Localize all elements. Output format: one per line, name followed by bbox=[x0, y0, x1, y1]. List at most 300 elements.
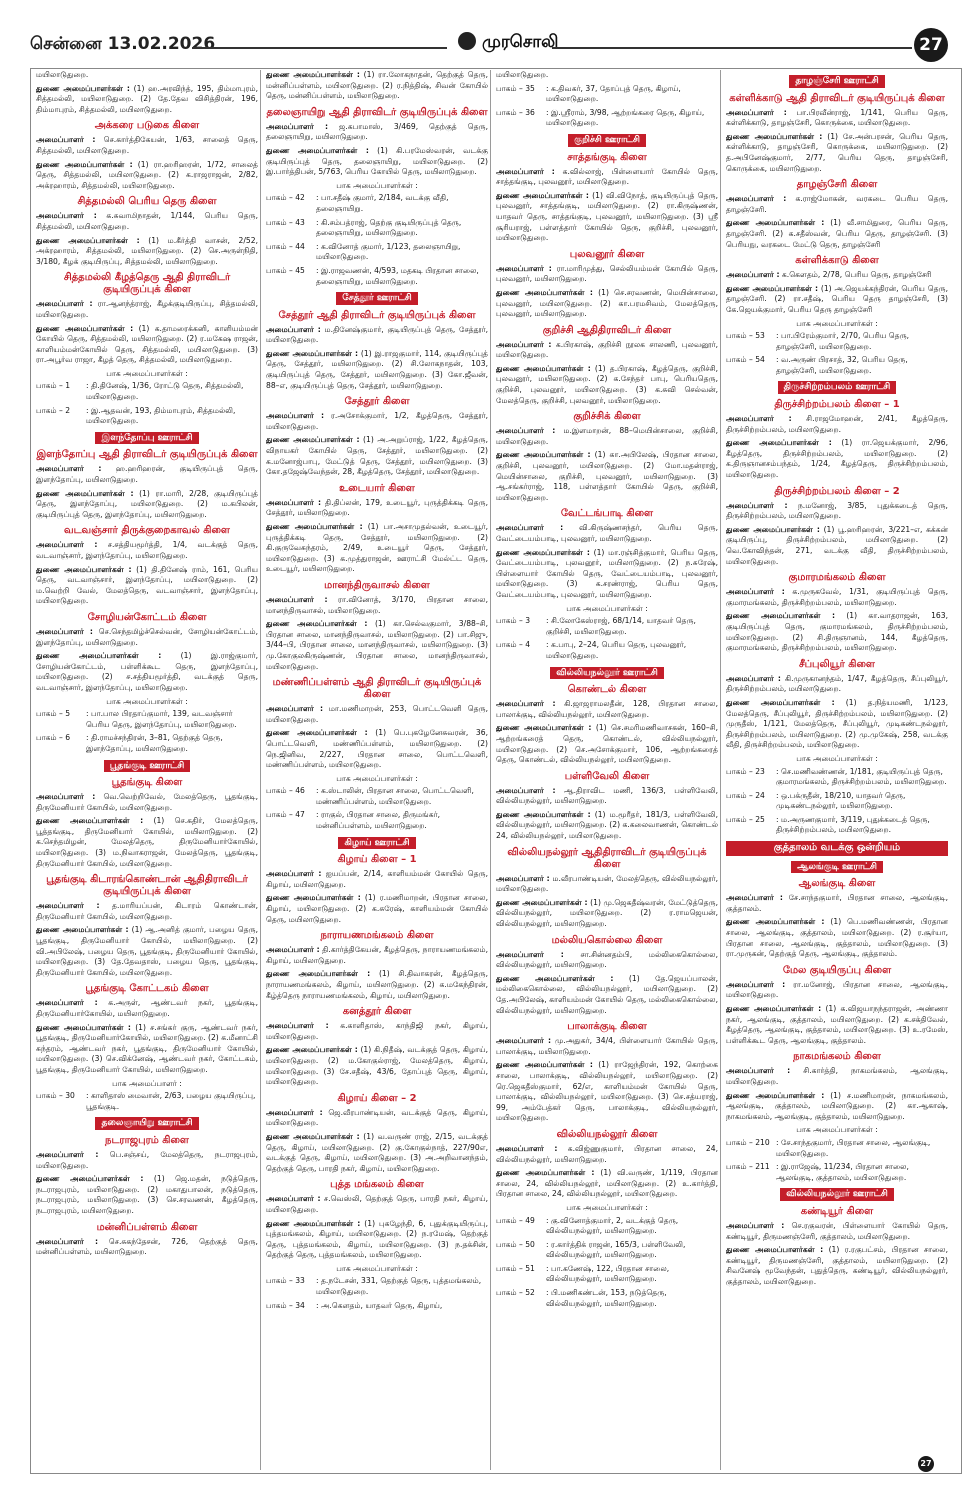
entry-paragraph bbox=[726, 1066, 948, 1087]
booth-detail: : இ.ராஜவணன், 4/593, மதகடி பிரதான சாலை, தலைஞாயிறு, மயிலாடுதுறை. bbox=[316, 265, 479, 286]
booth-number: பாகம் – 54 bbox=[726, 355, 765, 365]
booth-subheading: பாக அமைப்பாளர்கள் : bbox=[566, 1202, 648, 1212]
entry-text: க.விஜ்ணுகுமார், பிரதான சாலை, 24, வில்லியநல்லூர், மயிலாடுதுறை. bbox=[496, 1143, 718, 1164]
entry-paragraph bbox=[266, 70, 488, 102]
section-heading: வேட்டங்பாடி கிளை bbox=[560, 508, 654, 520]
booth-number: பாகம் – 34 bbox=[266, 1300, 305, 1310]
role-label: அமைப்பாளர் : bbox=[726, 194, 787, 204]
booth-row bbox=[266, 266, 488, 287]
section-heading: கொண்டல் கிளை bbox=[567, 684, 647, 696]
booth-number: பாகம் – 3 bbox=[496, 616, 531, 626]
column-4 bbox=[726, 70, 948, 1470]
booth-detail: : க.ஸ்டாலின், பிரதான சாலை, பொட்டவெளி, மண்ணிப்பள்ளம், மயிலாடுதுறை. bbox=[316, 786, 474, 806]
booth-number: பாகம் – 36 bbox=[496, 107, 535, 117]
entry-text: சா.சின்னதம்பி, மல்லிகைகொல்லை, வில்லியநல்லூர், மயிலாடுதுறை. bbox=[496, 949, 718, 970]
entry-text: செ.ரகுவரன், பிள்ளையார் கோயில் தெரு, கண்டியூர், திருமணஞ்சேரி, குத்தாலம், மயிலாடுதுறை. bbox=[726, 1220, 948, 1241]
entry-text: (1) மு.ஜெகதீஷ்வரன், மேட்டுத்தெரு, வில்லியநல்லூர், மயிலாடுதுறை. (2) ர.ராமஜெயன், வில்லியநல்லூர், மயிலாடுதுறை. bbox=[496, 897, 718, 929]
entry-text: மயிலாடுதுறை. bbox=[36, 70, 89, 79]
role-label: அமைப்பாளர் : bbox=[36, 464, 102, 474]
entry-paragraph bbox=[36, 299, 258, 320]
entry-text: ஜெ.வீரபாண்டியன், வடக்குத் தெரு, கிழாய், மயிலாடுதுறை. bbox=[266, 1107, 488, 1128]
booth-row bbox=[36, 381, 258, 402]
entry-paragraph bbox=[266, 1219, 488, 1261]
entry-paragraph bbox=[36, 901, 258, 922]
entry-paragraph bbox=[36, 651, 258, 693]
entry-text: (1) இ.ராஜ்குமார், சோழியன்கோட்டம், பள்ளிக்கூட தெரு, இளந்தோப்பு, மயிலாடுதுறை. (2) ச.சத்தியமூர்த்தி, வடக்குத் தெரு, வடவாஞ்சார், இளந்தோப்பு, மயிலாடுதுறை. bbox=[36, 651, 258, 692]
role-label: துணை அமைப்பாளர்கள் : bbox=[726, 1004, 822, 1013]
role-label: அமைப்பாளர் : bbox=[496, 873, 550, 883]
entry-paragraph bbox=[496, 450, 718, 503]
entry-text: (1) மா.ரஞ்சித்குமார், பெரிய தெரு, வேட்டையம்பாடி, புலவனூர், மயிலாடுதுறை. (2) ந.சுரேஷ், பிள்ளையார் கோயில் தெரு, வேட்டையம்பாடி, புலவனூர், மயிலாடுதுறை. (3) க.சரண்ராஜ், பெரிய தெரு, வேட்டையம்பாடி, புலவனூர், மயிலாடுதுறை. bbox=[496, 547, 718, 599]
masthead-name: முரசொலி bbox=[482, 32, 559, 52]
section-heading: பாலாக்குடி கிளை bbox=[567, 1021, 647, 1033]
entry-paragraph bbox=[496, 191, 718, 244]
booth-row bbox=[496, 108, 718, 129]
entry-paragraph bbox=[496, 70, 718, 81]
entry-text: க.முருகவேல், 1/31, குடியிருப்புத் தெரு, குமாரமங்கலம், திருச்சிற்றம்பலம், மயிலாடுதுறை. bbox=[726, 587, 948, 607]
entry-text: வி.கிருஷ்ணசந்தர், பெரிய தெரு, வேட்டையம்பாடி, புலவனூர், மயிலாடுதுறை. bbox=[496, 523, 718, 543]
entry-paragraph bbox=[36, 925, 258, 978]
entry-text: ரா.மாரிமுத்து, செல்லியம்மன் கோயில் தெரு, புலவனூர், மயிலாடுதுறை. bbox=[496, 263, 718, 284]
entry-text: (1) க.தாமரைக்கனி, காளியம்மன் கோயில் தெரு, சித்தமல்லி, மயிலாடுதுறை. (2) ர.மகேஷ ராஜன், காளியம்மன்கோயில் தெரு, சித்தமல்லி, மயிலாடுதுறை. (3) ரா.அபூர்வ ராஜா, கீழத் தெரு, சித்தமல்லி, மயிலாடுதுறை. bbox=[36, 323, 258, 365]
booth-number: பாகம் – 51 bbox=[496, 1263, 535, 1273]
entry-text: ரா.வினோத், 3/170, பிரதான சாலை, மானந்திருவாசல், மயிலாடுதுறை. bbox=[266, 594, 488, 615]
entry-paragraph bbox=[36, 489, 258, 521]
entry-paragraph bbox=[496, 426, 718, 447]
entry-text: செ.சுகந்தேசன், 726, தெற்குத் தெரு, மன்னிப்பள்ளம், மயிலாடுதுறை. bbox=[36, 1236, 258, 1257]
role-label: அமைப்பாளர் : bbox=[36, 299, 93, 309]
section-heading: வில்லியநல்லூர் ஆதிதிராவிடர் குடியிருப்புக் கிளை bbox=[507, 846, 707, 870]
entry-paragraph bbox=[726, 674, 948, 695]
booth-row bbox=[36, 1091, 258, 1112]
entry-text: (1) வீ.சாமிதுரை, பெரிய தெரு, தாழஞ்சேரி. (2) க.சதீஸ்வன், பெரிய தெரு, தாழஞ்சேரி. (3) பெரியநு, வரகடை மேட்டு தெரு, தாழஞ்சேரி bbox=[726, 218, 948, 249]
role-label: அமைப்பாளர் : bbox=[496, 426, 556, 436]
role-label: துணை அமைப்பாளர்கள் : bbox=[36, 925, 129, 935]
entry-text: (1) ரா.மாரி, 2/28, குடியிருப்புத் தெரு, இளந்தோப்பு, மயிலாடுதுறை. (2) ம.கபிலன், குடியிருப்புத் தெரு, இளந்தோப்பு, மயிலாடுதுறை. bbox=[36, 488, 258, 519]
section-heading: திருச்சிற்றம்பலம் கிளை – 2 bbox=[774, 485, 900, 497]
role-label: அமைப்பாளர் : bbox=[726, 1066, 791, 1076]
booth-detail: : க.திவகர், 37, தோப்புத் தெரு, கிழாய், மயிலாடுதுறை. bbox=[546, 83, 681, 104]
entry-paragraph bbox=[496, 1060, 718, 1124]
role-label: அமைப்பாளர் : bbox=[266, 945, 320, 955]
booth-detail: : க.வினோத் குமார், 1/123, தலைஞாயிறு, மயிலாடுதுறை. bbox=[316, 241, 461, 262]
section-heading: பள்ளிவேலி கிளை bbox=[564, 770, 650, 782]
entry-paragraph bbox=[496, 167, 718, 188]
entry-text: (1) தே.ஜெயப்பாலன், மல்லிகைகொல்லை, வில்லியநல்லூர், மயிலாடுதுறை. (2) தே.அபிலேஷ், காளியம்மன் கோயில் தெரு, மல்லிகைகொல்லை, வில்லியநல்லூர், மயிலாடுதுறை. bbox=[496, 973, 718, 1015]
booth-detail: : வ.அருண் பிரசாத், 32, பெரிய தெரு, தாழஞ்சேரி, மயிலாடுதுறை. bbox=[776, 355, 908, 375]
column-1 bbox=[36, 70, 258, 1470]
role-label: அமைப்பாளர் : bbox=[36, 211, 97, 221]
entry-paragraph bbox=[36, 236, 258, 268]
booth-number: பாகம் – 4 bbox=[496, 640, 531, 650]
booth-detail: : சி.லோகேஸ்ராஜ், 68/1/14, யாதவர் தெரு, குறிச்சி, மயிலாடுதுறை. bbox=[546, 616, 696, 636]
entry-text: (1) பெ.மணிவண்ணன், பிரதான சாலை, ஆலங்குடி, குத்தாலம், மயிலாடுதுறை. (2) ர.சூர்யா, பிரதான சாலை, ஆலங்குடி, குத்தாலம், மயிலாடுதுறை. (3) ரா.முருகன், தெற்குத் தெரு, ஆலங்குடி, குத்தாலம். bbox=[726, 917, 948, 959]
entry-text: (1) பெ.புகழேனேசுவரன், 36, பொட்டவெளி, மண்ணிப்பள்ளம், மயிலாடுதுறை. (2) நெ.ஜினிவ, 2/227, பிரதான சாலை, பொட்டவெளி, மண்ணிப்பள்ளம், மயிலாடுதுறை. bbox=[266, 728, 488, 770]
booth-number: பாகம் – 30 bbox=[36, 1091, 75, 1101]
booth-number: பாகம் – 52 bbox=[496, 1288, 535, 1298]
entry-text: (1) புகழேந்தி, 6, புதுக்குடியிருப்பு, புத்தமங்கலம், கிழாய், மயிலாடுதுறை. (2) ந.ரமேஷ், தெற்குத் தெரு, புத்தமங்கலம், கிழாய், மயிலாடுதுறை. (3) ந.தக்சின், தெற்குத் தெரு, புத்தமங்கலம், மயிலாடுதுறை. bbox=[266, 1218, 488, 1260]
role-label: துணை அமைப்பாளர்கள் : bbox=[36, 235, 140, 245]
column-3 bbox=[496, 70, 718, 1470]
role-label: துணை அமைப்பாளர்கள் : bbox=[496, 450, 591, 460]
booth-row bbox=[726, 355, 948, 376]
booth-detail: : ஒ.பக்ருதீன், 18/210, யாதவர் தெரு, முடிகண்டநல்லூர், மயிலாடுதுறை. bbox=[776, 790, 906, 811]
booth-row bbox=[496, 1288, 718, 1309]
role-label: அமைப்பாளர் : bbox=[726, 893, 783, 903]
section-heading: கனத்தூர் கிளை bbox=[342, 1006, 412, 1018]
booth-subheading: பாக அமைப்பாளர்கள் : bbox=[106, 696, 188, 706]
panchayat-label: கிழாய் ஊராட்சி bbox=[338, 837, 415, 850]
role-label: அமைப்பாளர் : bbox=[266, 869, 322, 879]
booth-detail: : இ.ஸ்ரீராம், 3/98, ஆற்றங்கரை தெரு, கிழாய், மயிலாடுதுறை. bbox=[546, 107, 705, 128]
booth-row bbox=[36, 709, 258, 730]
booth-row bbox=[496, 1240, 718, 1261]
section-heading: பூதங்குடி கோட்டகம் கிளை bbox=[85, 983, 209, 995]
entry-text: (1) ரா.ஹரிஹரன், 1/72, சாலைத் தெரு, சித்தமல்லி, மயிலாடுதுறை. (2) க.ராஜராஜன், 2/82, அக்ரஹாரம், சித்தமல்லி, மயிலாடுதுறை. bbox=[36, 159, 258, 190]
section-heading: அக்கரை படுகை கிளை bbox=[94, 120, 200, 132]
entry-text: மு.அதுகர், 34/4, பிள்ளையார் கோயில் தெரு, பாலாக்குடி, மயிலாடுதுறை. bbox=[496, 1036, 718, 1056]
entry-paragraph bbox=[266, 122, 488, 143]
booth-number: பாகம் – 2 bbox=[36, 405, 71, 415]
entry-text: (1) ர.மணிமாறன், பிரதான சாலை, கிழாய், மயிலாடுதுறை. (2) க.சுரேஷ், காளியம்மன் கோயில் தெரு, மயிலாடுதுறை. bbox=[266, 893, 488, 924]
entry-paragraph bbox=[36, 565, 258, 607]
section-heading: குமாரமங்கலம் கிளை bbox=[788, 572, 886, 584]
role-label: அமைப்பாளர் : bbox=[266, 704, 324, 714]
role-label: அமைப்பாளர் : bbox=[726, 673, 781, 683]
section-heading: குறிச்சி ஆதிதிராவிடர் கிளை bbox=[542, 324, 672, 336]
entry-text: ம.வீரபாண்டியன், மேலத்தெரு, வில்லியநல்லூர், மயிலாடுதுறை. bbox=[496, 873, 718, 894]
entry-text: (1) சி.திவாகரன், கீழத்தெரு, நாராயணமங்கலம், கிழாய், மயிலாடுதுறை. (2) க.மகேந்திரன், கீழ்த்தெரு நாராயணமங்கலம், கிழாய், மயிலாடுதுறை. bbox=[266, 969, 488, 1000]
booth-number: பாகம் – 44 bbox=[266, 241, 305, 251]
booth-detail: : க.பாபு, 2–24, பெரிய தெரு, புலவனூர், மயிலாடுதுறை. bbox=[546, 640, 687, 660]
booth-number: பாகம் – 46 bbox=[266, 786, 305, 796]
entry-text: க.கௌதம், 2/78, பெரிய தெரு, தாழஞ்சேரி bbox=[779, 270, 932, 280]
section-heading: மன்னிப்பள்ளம் கிளை bbox=[96, 1221, 198, 1233]
booth-subheading: பாக அமைப்பாளர் : bbox=[112, 1078, 182, 1088]
booth-subheading: பாக அமைப்பாளர்கள் : bbox=[796, 753, 878, 763]
booth-number: பாகம் – 24 bbox=[726, 790, 765, 800]
entry-text: மயிலாடுதுறை. bbox=[496, 70, 549, 79]
column-divider bbox=[720, 70, 721, 1470]
role-label: அமைப்பாளர் : bbox=[496, 949, 564, 959]
entry-text: ச.வெஸ்லி, தெற்குத் தெரு, பாரதி நகர், கிழாய், மயிலாடுதுறை. bbox=[266, 1194, 488, 1214]
entry-paragraph bbox=[726, 501, 948, 522]
section-heading: கிழாய் கிளை – 1 bbox=[337, 854, 417, 866]
section-heading: பூதங்குடி கிளை bbox=[111, 777, 183, 789]
entry-paragraph bbox=[726, 284, 948, 316]
role-label: துணை அமைப்பாளர்கள் : bbox=[726, 1245, 824, 1255]
entry-paragraph bbox=[726, 525, 948, 567]
entry-text: (1) ஹ.அரவிந்த், 195, திம்மாபுரம், சித்தமல்லி, மயிலாடுதுறை. (2) தே.தேவ விசித்திரன், 196, திம்மாபுரம், சித்தமல்லி, மயிலாடுதுறை. bbox=[36, 83, 258, 114]
role-label: துணை அமைப்பாளர்கள் : bbox=[36, 159, 133, 169]
section-heading: ஆலங்குடி கிளை bbox=[798, 878, 876, 890]
role-label: அமைப்பாளர் : bbox=[36, 540, 98, 550]
booth-row bbox=[726, 1162, 948, 1183]
panchayat-label: ஆலங்குடி ஊராட்சி bbox=[791, 861, 883, 874]
role-label: துணை அமைப்பாளர்கள் : bbox=[266, 728, 368, 738]
role-label: அமைப்பாளர் : bbox=[496, 699, 556, 709]
role-label: துணை அமைப்பாளர்கள் : bbox=[726, 438, 832, 448]
panchayat-label: தலைஞாயிறு ஊராட்சி bbox=[95, 1117, 198, 1130]
role-label: அமைப்பாளர் : bbox=[266, 497, 321, 507]
section-heading: இளந்தோப்பு ஆதி திராவிடர் குடியிருப்புக் கிளை bbox=[36, 449, 258, 461]
entry-paragraph bbox=[36, 1237, 258, 1258]
panchayat-label: குறிச்சி ஊராட்சி bbox=[568, 134, 646, 147]
role-label: துணை அமைப்பாளர்கள் : bbox=[726, 283, 819, 293]
entry-paragraph bbox=[266, 1132, 488, 1174]
entry-text: (1) வ.வருண் ராஜ், 2/15, வடக்குத் தெரு, கிழாய், மயிலாடுதுறை. (2) கு.கோகுல்நாத், 227/90எ, வடக்குத் தெரு, கிழாய், மயிலாடுதுறை. (3) அ.அறிவானந்தம், தெற்குத் தெரு, பாரதி நகர், கிழாய், மயிலாடுதுறை. bbox=[266, 1131, 488, 1173]
role-label: துணை அமைப்பாளர்கள் : bbox=[266, 435, 360, 445]
masthead-bar bbox=[30, 22, 965, 62]
section-heading: திருச்சிற்றம்பலம் கிளை – 1 bbox=[774, 399, 900, 411]
entry-paragraph bbox=[726, 917, 948, 959]
role-label: அமைப்பாளர் : bbox=[496, 1143, 558, 1153]
section-heading: மானந்திருவாசல் கிளை bbox=[324, 579, 430, 591]
role-label: துணை அமைப்பாளர்கள் : bbox=[36, 651, 162, 661]
role-label: துணை அமைப்பாளர்கள் : bbox=[496, 723, 592, 733]
section-heading: தலைஞாயிறு ஆதி திராவிடர் குடியிருப்புக் கிளை bbox=[266, 106, 488, 118]
role-label: துணை அமைப்பாளர்கள் : bbox=[36, 323, 134, 333]
entry-paragraph bbox=[266, 146, 488, 178]
entry-text: (1) இ.ராஜகுமார், 114, குடியிருப்புத் தெரு, சேத்தூர், மயிலாடுதுறை. (2) சி.லோகநாதன், 103, குடியிருப்புத் தெரு, சேத்தூர், மயிலாடுதுறை. (3) கோ.ஜீவன், 88–எ, குடியிருப்புத் தெரு, சேத்தூர், மயிலாடுதுறை. bbox=[266, 348, 488, 390]
entry-paragraph bbox=[496, 810, 718, 842]
entry-text: ர.அசோக்குமார், 1/2, கீழத்தெரு, சேத்தூர், மயிலாடுதுறை. bbox=[266, 411, 488, 431]
role-label: அமைப்பாளர் : bbox=[36, 626, 93, 636]
section-heading: பூதங்குடி கிடாரங்கொண்டான் ஆதிதிராவிடர் குடியிருப்புக் கிளை bbox=[46, 874, 248, 898]
entry-text: (1) செ.சரவணன், மெயின்சாலை, புலவனூர், மயிலாடுதுறை. (2) கா.பரமசிவம், மேலத்தெரு, புலவனூர், மயிலாடுதுறை. bbox=[496, 287, 718, 319]
entry-paragraph bbox=[496, 1168, 718, 1200]
booth-number: பாகம் – 1 bbox=[36, 381, 71, 391]
role-label: அமைப்பாளர் : bbox=[266, 594, 328, 604]
entry-paragraph bbox=[496, 786, 718, 807]
role-label: அமைப்பாளர் : bbox=[496, 785, 556, 795]
booth-row bbox=[266, 193, 488, 214]
role-label: துணை அமைப்பாளர்கள் : bbox=[496, 363, 591, 373]
role-label: துணை அமைப்பாளர்கள் : bbox=[266, 145, 369, 155]
booth-subheading: பாக அமைப்பாளர்கள் : bbox=[336, 773, 418, 783]
role-label: அமைப்பாளர் : bbox=[266, 324, 321, 334]
booth-number: பாகம் – 33 bbox=[266, 1276, 305, 1286]
booth-subheading: பாக அமைப்பாளர்கள் : bbox=[336, 180, 418, 190]
role-label: அமைப்பாளர் : bbox=[266, 1194, 321, 1204]
section-heading: சேத்தூர் கிளை bbox=[344, 396, 410, 408]
role-label: துணை அமைப்பாளர்கள் : bbox=[726, 697, 835, 707]
role-label: துணை அமைப்பாளர்கள் : bbox=[36, 488, 134, 498]
section-heading: புத்த மங்கலம் கிளை bbox=[330, 1179, 424, 1191]
entry-text: (1) ராஜேந்திரன், 192, கொற்கை சாலை, பாலாக்குடி, வில்லியநல்லூர், மயிலாடுதுறை. (2) ரெ.ஜெகதீஸ்குமார், 62/எ, காளியம்மன் கோயில் தெரு, பாலாக்குடி, வில்லியநல்லூர், மயிலாடுதுறை. (3) செ.சத்யராஜ், 99, அம்பேத்கர் தெரு, பாலாக்குடி, வில்லியநல்லூர், மயிலாடுதுறை. bbox=[496, 1060, 718, 1123]
entry-paragraph bbox=[36, 998, 258, 1019]
entry-paragraph bbox=[266, 869, 488, 890]
entry-text: ஆ.திராவிட மணி, 136/3, பள்ளிவேலி, வில்லியநல்லூர், மயிலாடுதுறை. bbox=[496, 785, 718, 806]
entry-paragraph bbox=[496, 974, 718, 1016]
entry-paragraph bbox=[266, 595, 488, 616]
role-label: அமைப்பாளர் : bbox=[36, 1236, 98, 1246]
entry-paragraph bbox=[496, 1144, 718, 1165]
role-label: துணை அமைப்பாளர்கள் : bbox=[36, 564, 132, 574]
booth-detail: : ர.கார்த்திக் ராஜன், 165/3, பள்ளிவேலி, வில்லியநல்லூர், மயிலாடுதுறை. bbox=[546, 1239, 686, 1260]
role-label: துணை அமைப்பாளர்கள் : bbox=[726, 917, 825, 927]
entry-paragraph bbox=[726, 414, 948, 435]
role-label: அமைப்பாளர் : bbox=[266, 121, 329, 131]
entry-text: (1) ரா.ஜெயக்குமார், 2/96, கீழத்தெரு, திருச்சிற்றம்பலம், மயிலாடுதுறை. (2) க.திருஞானசம்பந்தம், 1/24, கீழத்தெரு, திருச்சிற்றம்பலம், மயிலாடுதுறை. bbox=[726, 438, 948, 480]
role-label: துணை அமைப்பாளர்கள் : bbox=[496, 190, 589, 200]
entry-paragraph bbox=[726, 611, 948, 653]
entry-text: ரா.ஆனந்த்ராஜ், கீழக்குடியிருப்பு, சித்தமல்லி, மயிலாடுதுறை. bbox=[36, 299, 258, 319]
role-label: அமைப்பாளர் : bbox=[726, 414, 792, 424]
panchayat-label: சேத்தூர் ஊராட்சி bbox=[336, 292, 417, 305]
entry-paragraph bbox=[496, 898, 718, 930]
booth-subheading: பாக அமைப்பாளர்கள் : bbox=[796, 318, 878, 328]
booth-number: பாகம் – 35 bbox=[496, 83, 535, 93]
section-heading: வில்லியநல்லூர் கிளை bbox=[556, 1128, 658, 1140]
column-2 bbox=[266, 70, 488, 1470]
entry-text: (1) செ.சமரிமணிவாசகன், 160–சி, ஆற்றங்கரைத் தெரு, கொண்டல், வில்லியநல்லூர், மயிலாடுதுறை. (2) செ.அசோக்குமார், 106, ஆற்றங்கரைத் தெரு, கொண்டல், வில்லியநல்லூர், மயிலாடுதுறை. bbox=[496, 723, 718, 765]
entry-paragraph bbox=[496, 1036, 718, 1057]
entry-text: (1) அ.ஜெயக்கந்திரன், பெரிய தெரு, தாழஞ்சேரி. (2) ரா.சதீஷ், பெரிய தெரு தாழஞ்சேரி, (3) கே.ஜெயக்குமார், பெரிய தெரு தாழஞ்சேரி bbox=[726, 283, 948, 314]
header-rule-right bbox=[552, 47, 912, 49]
booth-row bbox=[496, 616, 718, 637]
booth-row bbox=[726, 1138, 948, 1159]
booth-detail: : தி.ராமச்சந்திரன், 3–81, தெற்குத் தெரு, இளந்தோப்பு, மயிலாடுதுறை. bbox=[86, 733, 223, 753]
booth-number: பாகம் – 6 bbox=[36, 733, 71, 743]
booth-row bbox=[726, 331, 948, 352]
role-label: அமைப்பாளர் : bbox=[36, 135, 96, 145]
entry-text: (1) த.நித்யமணி, 1/123, மேலத்தெரு, சீப்புலியூர், திருச்சிற்றம்பலம், மயிலாடுதுறை. (2) முருதீஸ், 1/121, மேலத்தெரு, சீப்புலியூர், முடிகண்டநல்லூர், திருச்சிற்றம்பலம், மயிலாடுதுறை. (2) மு.முகேஷ், 258, வடக்கு வீதி, திருச்சிற்றம்பலம், மயிலாடுதுறை. bbox=[726, 697, 948, 750]
entry-text: (1) கி.பரமேஸ்வரன், வடக்கு குடியிருப்புத் தெரு, தலைஞாயிறு, மயிலாடுதுறை. (2) இ.பார்த்திபன், 5/763, பெரிய கோயில் தெரு, மயிலாடுதுறை. bbox=[266, 145, 488, 177]
panchayat-label: வில்லியநல்லூர் ஊராட்சி bbox=[780, 1188, 894, 1201]
entry-paragraph bbox=[726, 980, 948, 1001]
role-label: அமைப்பாளர் : bbox=[726, 979, 786, 989]
entry-text: (1) க.விஜயாநந்தராஜன், அண்ணா நகர், ஆலங்குடி, குத்தாலம், மயிலாடுதுறை. (2) க.சக்திவேல், கீழத்தெரு, ஆலங்குடி, குத்தாலம், மயிலாடுதுறை. (3) உ.ரமேஸ், பள்ளிக்கூட தெரு, ஆலங்குடி, குத்தாலம். bbox=[726, 1004, 948, 1045]
entry-paragraph bbox=[726, 270, 948, 281]
role-label: துணை அமைப்பாளர்கள் : bbox=[36, 1174, 144, 1184]
entry-paragraph bbox=[36, 464, 258, 485]
entry-paragraph bbox=[266, 522, 488, 575]
entry-text: பா.பிரவீன்ராஜ், 1/141, பெரிய தெரு, கள்ளிக்காடு, தாழஞ்சேரி, கொருக்கை, மயிலாடுதுறை. bbox=[726, 107, 948, 128]
entry-paragraph bbox=[266, 945, 488, 966]
booth-detail: : இ.ஆதவன், 193, திம்மாபுரம், சித்தமல்லி, மயிலாடுதுறை. bbox=[86, 405, 236, 426]
booth-row bbox=[266, 810, 488, 831]
entry-paragraph bbox=[36, 84, 258, 116]
section-heading: கள்ளிக்காடு ஆதி திராவிடர் குடியிருப்புக் கிளை bbox=[729, 92, 945, 104]
role-label: அமைப்பாளர் : bbox=[496, 263, 552, 273]
entry-text: சே.சாந்தகுமார், பிரதான சாலை, ஆலங்குடி, குத்தாலம். bbox=[726, 893, 948, 913]
role-label: துணை அமைப்பாளர்கள் : bbox=[496, 547, 590, 557]
booth-detail: : செ.மணிவண்ணன், 1/181, குடியிருப்புத் தெரு, குமாரமங்கலம், திருச்சிற்றம்பலம், மயிலாடுதுறை. bbox=[776, 766, 947, 787]
entry-paragraph bbox=[726, 1221, 948, 1242]
entry-text: (1) பூ.ஹரிஹரன், 3/221–எ, கக்கன் குடியிருப்பு, திருச்சிற்றம்பலம், மயிலாடுதுறை. (2) வெ.கோவிந்தன், 271, வடக்கு வீதி, திருச்சிற்றம்பலம், மயிலாடுதுறை. bbox=[726, 524, 948, 566]
entry-text: (1) கா.வாதராஜன், 163, குடியிருப்புத் தெரு, குமாரமங்கலம், திருச்சிற்றம்பலம், மயிலாடுதுறை. (2) சி.திருஞானம், 144, கீழத்தெரு, குமாரமங்கலம், திருச்சிற்றம்பலம், மயிலாடுதுறை. bbox=[726, 611, 948, 653]
booth-number: பாகம் – 23 bbox=[726, 766, 765, 776]
role-label: அமைப்பாளர் : bbox=[726, 587, 785, 597]
entry-text: க.சுவாமிநாதன், 1/144, பெரிய தெரு, சித்தமல்லி, மயிலாடுதுறை. bbox=[36, 211, 258, 231]
role-label: துணை அமைப்பாளர்கள் : bbox=[496, 809, 591, 819]
entry-paragraph bbox=[36, 627, 258, 648]
booth-detail: : பா.கணேஷ், 122, பிரதான சாலை, வில்லியநல்லூர், மயிலாடுதுறை. bbox=[546, 1263, 670, 1284]
role-label: துணை அமைப்பாளர்கள் : bbox=[726, 524, 820, 534]
entry-paragraph bbox=[266, 498, 488, 519]
section-heading: நடராஜபுரம் கிளை bbox=[105, 1134, 189, 1146]
entry-paragraph bbox=[36, 1150, 258, 1171]
section-heading: சித்தமல்லி பெரிய தெரு கிளை bbox=[77, 196, 217, 208]
booth-number: பாகம் – 53 bbox=[726, 331, 765, 341]
role-label: அமைப்பாளர் : bbox=[266, 1107, 323, 1117]
entry-text: க.காளிதாஸ், காந்திஜி நகர், கிழாய், மயிலாடுதுறை. bbox=[266, 1021, 488, 1041]
booth-row bbox=[726, 767, 948, 788]
role-label: துணை அமைப்பாளர்கள் : bbox=[726, 131, 823, 141]
section-heading: சீப்புலியூர் கிளை bbox=[799, 658, 875, 670]
entry-paragraph bbox=[36, 792, 258, 813]
entry-text: (1) ரா.லோகநாதன், தெற்குத் தெரு, மன்னிப்பள்ளம், மயிலாடுதுறை. (2) ர.நித்திஷ், சிவன் கோயில் தெரு, மன்னிப்பள்ளம், மயிலாடுதுறை. bbox=[266, 70, 488, 101]
entry-paragraph bbox=[266, 349, 488, 391]
entry-text: (1) ர.ரகுபட்சம், பிரதான சாலை, கண்டியூர், திருமணஞ்சேரி, குத்தாலம், மயிலாடுதுறை. (2) சிவனேஷ் மூவேந்தன், புதுத்தெரு, கண்டியூர், வில்லியநல்லூர், குத்தாலம், மயிலாடுதுறை. bbox=[726, 1245, 948, 1286]
entry-text: ச.சத்தியமூர்த்தி, 1/4, வடக்குத் தெரு, வடவாஞ்சார், இளந்தோப்பு, மயிலாடுதுறை. bbox=[36, 540, 258, 560]
entry-paragraph bbox=[496, 723, 718, 765]
entry-text: ஹ.ஹரிஹரன், குடியிருப்புத் தெரு, இளந்தோப்பு, மயிலாடுதுறை. bbox=[36, 464, 258, 485]
entry-paragraph bbox=[496, 364, 718, 406]
entry-paragraph bbox=[36, 540, 258, 561]
masthead-logo-icon bbox=[458, 32, 476, 50]
entry-paragraph bbox=[266, 893, 488, 925]
entry-text: (1) தி.தினேஷ் ராம், 161, பெரிய தெரு, வடவாஞ்சார், இளந்தோப்பு, மயிலாடுதுறை. (2) ம.வெற்றி வேல், மேலத்தெரு, வடவாஞ்சார், இளந்தோப்பு, மயிலாடுதுறை. bbox=[36, 564, 258, 606]
role-label: துணை அமைப்பாளர்கள் : bbox=[496, 897, 588, 907]
entry-text: ரா.மனோஜ், பிரதான சாலை, ஆலங்குடி, மயிலாடுதுறை. bbox=[726, 979, 948, 1000]
entry-paragraph bbox=[266, 969, 488, 1001]
role-label: துணை அமைப்பாளர்கள் : bbox=[266, 522, 363, 531]
panchayat-label: பூதங்குடி ஊராட்சி bbox=[104, 760, 191, 773]
section-heading: சாத்தங்குடி கிளை bbox=[567, 151, 647, 163]
column-divider bbox=[260, 70, 261, 1470]
entry-text: (1) வி.வருண், 1/119, பிரதான சாலை, 24, வில்லியநல்லூர், மயிலாடுதுறை. (2) உ.கார்த்தி, பிரதான சாலை, 24, வில்லியநல்லூர், மயிலாடுதுறை. bbox=[496, 1168, 718, 1199]
booth-row bbox=[726, 791, 948, 812]
entry-paragraph bbox=[726, 893, 948, 914]
entry-paragraph bbox=[496, 523, 718, 544]
entry-text: (1) ச.சங்கர் குரு, ஆண்டவர் நகர், பூதங்குடி, திருமேனியார்கோயில், மயிலாடுதுறை. (2) க.மீனாட்சி சுந்தரம், ஆண்டவர் நகர், பூதங்குடி, திருமேனியார் கோயில், மயிலாடுதுறை. (3) செ.விக்னேஷ், ஆண்டவர் நகர், கோட்டகம், பூதங்குடி, திருமேனியார் கோயில், மயிலாடுதுறை. bbox=[36, 1022, 258, 1074]
entry-text: கி.முருகானந்தம், 1/47, கீழத்தெரு, சீப்புலியூர், திருச்சிற்றம்பலம், மயிலாடுதுறை. bbox=[726, 673, 948, 694]
role-label: அமைப்பாளர் : bbox=[266, 1021, 329, 1031]
entry-text: ஐயப்பன், 2/14, காளியம்மன் கோயில் தெரு, கிழாய், மயிலாடுதுறை. bbox=[266, 869, 488, 889]
entry-text: சி.ராஜமோஹன், 2/41, கீழத்தெரு, திருச்சிற்றம்பலம், மயிலாடுதுறை. bbox=[726, 414, 948, 434]
section-heading: குறிச்சிக் கிளை bbox=[573, 411, 641, 423]
booth-row bbox=[496, 1216, 718, 1237]
entry-paragraph bbox=[36, 1023, 258, 1076]
section-heading: மண்ணிப்பள்ளம் ஆதி திராவிடர் குடியிருப்புக் கிளை bbox=[272, 677, 482, 701]
entry-paragraph bbox=[726, 1004, 948, 1046]
entry-paragraph bbox=[726, 132, 948, 174]
booth-row bbox=[496, 84, 718, 105]
entry-text: (1) ம.கீர்த்தி வாசன், 2/52, அக்ரஹாரம், சித்தமல்லி, மயிலாடுதுறை. (2) செ.அருள்நிதி, 3/180, கீழக் குடியிருப்பு, சித்தமல்லி, மயிலாடுதுறை. bbox=[36, 235, 258, 266]
role-label: துணை அமைப்பாளர்கள் : bbox=[496, 287, 593, 297]
role-label: துணை அமைப்பாளர்கள் : bbox=[726, 611, 836, 621]
header-rule-left bbox=[192, 47, 447, 49]
entry-text: (1) ஜெ.மதன், நடுத்தெரு, நடராஜபுரம், மயிலாடுதுறை. (2) மகாதுபாலன், நடுத்தெரு, நடராஜபுரம், மயிலாடுதுறை. (3) செ.சரவணன், கீழத்தெரு, நடராஜபுரம், மயிலாடுதுறை. bbox=[36, 1174, 258, 1215]
booth-number: பாகம் – 42 bbox=[266, 193, 305, 203]
booth-detail: : சே.சாந்தகுமார், பிரதான சாலை, ஆலங்குடி, மயிலாடுதுறை. bbox=[776, 1137, 931, 1158]
booth-number: பாகம் – 43 bbox=[266, 217, 305, 227]
role-label: அமைப்பாளர் : bbox=[36, 901, 100, 911]
role-label: அமைப்பாளர் : bbox=[496, 339, 552, 349]
section-heading: சோழியன்கோட்டம் கிளை bbox=[87, 611, 207, 623]
booth-subheading: பாக அமைப்பாளர்கள் : bbox=[336, 1263, 418, 1273]
entry-text: தி.கார்த்திகேயன், கீழத்தெரு, நாராயணமங்கலம், கிழாய், மயிலாடுதுறை. bbox=[266, 945, 488, 965]
section-heading: வடவஞ்சார் திருக்குறைகாவல் கிளை bbox=[64, 525, 230, 537]
role-label: துணை அமைப்பாளர்கள் : bbox=[496, 1168, 595, 1178]
booth-number: பாகம் – 25 bbox=[726, 814, 765, 824]
section-heading: சித்தமல்லி கீழத்தெரு ஆதி திராவிடர் குடியிருப்புக் கிளை bbox=[63, 272, 231, 296]
booth-row bbox=[266, 1301, 488, 1312]
booth-detail: : பி.மணிகண்டன், 153, நடுத்தெரு, வில்லியநல்லூர், மயிலாடுதுறை. bbox=[546, 1288, 667, 1308]
booth-number: பாகம் – 49 bbox=[496, 1215, 535, 1225]
